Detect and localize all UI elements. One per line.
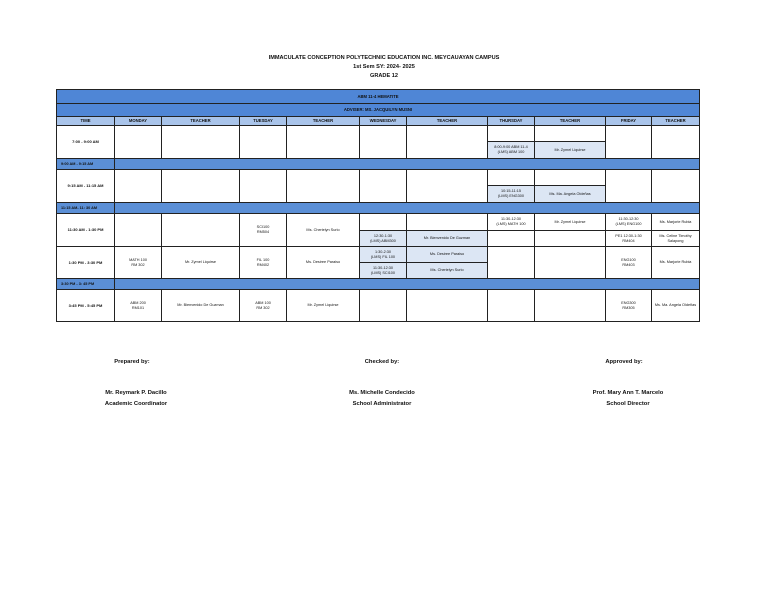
class-line: (LMS) ENG300 [498,194,524,198]
class-line: (LMS) ABM 100 [497,150,525,154]
class-line: 11:30-12:30 [373,265,393,270]
break-time: 9:00 AM - 9:15 AM [57,159,115,170]
semester: 1st Sem SY: 2024- 2025 [353,64,415,70]
teacher-cell: Ms. Cherielyn Surio [407,263,488,279]
break-row [57,279,700,290]
class-cell [115,290,162,322]
break-row [57,159,700,170]
class-line: 11:30-12:30 [501,217,521,221]
class-line: ENG100 [621,257,636,262]
class-cell [488,214,535,231]
class-cell [606,231,652,247]
teacher-cell: Mr. Zymel Liquirse [287,290,360,322]
col-wednesday: WEDNESDAY [360,117,407,126]
class-line: 12:30-1:30 [373,233,393,238]
teacher-cell: Mr. Bienvenido De Guzman [162,290,240,322]
column-header-row [57,117,700,126]
class-line: (LMS) ENG100 [615,222,642,226]
class-cell [606,290,652,322]
time-slot: 3:45 PM - 5:45 PM [57,290,115,322]
col-teacher: TEACHER [162,117,240,126]
class-line: (LMS) ABM300 [370,238,396,243]
class-line: (LMS) SCI100 [370,270,396,275]
class-line: 8:00-9:00 ABM 11-4 [494,145,528,149]
approved-label: Approved by: [605,359,643,365]
break-time: 3:30 PM - 3: 45 PM [57,279,115,290]
col-monday: MONDAY [115,117,162,126]
col-time: TIME [57,117,115,126]
class-cell [360,263,407,279]
teacher-cell: Ms. Ma. Angela Oldeñas [652,290,700,322]
class-line: RM404 [622,238,635,243]
class-cell [240,247,287,279]
class-cell [115,247,162,279]
col-friday: FRIDAY [606,117,652,126]
col-teacher: TEACHER [535,117,606,126]
adviser-label: ADVISER: MS. JACQUILYN MUSNI [57,104,700,117]
class-line: RM305 [622,305,635,310]
col-teacher: TEACHER [652,117,700,126]
class-cell [606,214,652,231]
teacher-cell: Mr. Zymel Liquirse [535,214,606,231]
class-line: ENG300 [621,300,636,305]
class-cell [488,186,535,203]
class-line: RM101 [131,305,145,310]
time-row [57,290,700,322]
class-line: 10:15-11:15 [501,189,521,193]
col-teacher: TEACHER [407,117,488,126]
prepared-name: Mr. Reymark P. Dacillo [105,390,167,396]
class-line: RM402 [256,262,270,267]
break-row [57,203,700,214]
class-line: RM 302 [131,262,145,267]
class-cell [488,142,535,159]
class-cell [360,231,407,247]
teacher-cell: Ms. Celine Timothy Salapong [652,231,700,247]
approved-name: Prof. Mary Ann T. Marcelo [592,390,664,396]
teacher-cell: Mr. Zymel Liquirse [162,247,240,279]
approved-title: School Director [606,401,650,407]
checked-label: Checked by: [364,359,400,365]
teacher-cell: Ms. Ma. Angela Oldeñas [535,186,606,203]
teacher-cell: Ms. Marjorie Rubia [652,247,700,279]
teacher-cell: Ms. Desiree Paraiso [287,247,360,279]
schedule-table [56,89,700,322]
time-slot: 1:30 PM - 3:30 PM [57,247,115,279]
class-line: PE1 12:30-1:30 [615,233,642,238]
class-line: 1:30-2:30 [374,249,392,254]
class-line: RM504 [256,230,270,234]
class-cell [240,214,287,247]
class-cell [360,247,407,263]
prepared-label: Prepared by: [114,359,150,365]
time-row [57,170,700,186]
class-line: (LMS) MATH 100 [496,222,526,226]
class-line: FIL 100 [256,257,270,262]
class-line: (LMS) FIL 100 [370,254,396,259]
time-slot: 11:30 AM - 1:30 PM [57,214,115,247]
teacher-cell: Mr. Bienvenido De Guzman [407,231,488,247]
prepared-title: Academic Coordinator [104,401,168,407]
teacher-cell: Ms. Desiree Paraiso [407,247,488,263]
time-slot: 9:15 AM - 11:15 AM [57,170,115,203]
class-line: ABM 200 [130,300,146,305]
class-line: 11:30-12:30 [618,217,639,221]
checked-name: Ms. Michelle Condecido [349,390,415,396]
grade-level: GRADE 12 [370,73,398,79]
break-time: 11:15 AM- 11: 30 AM [57,203,115,214]
teacher-cell: Ms. Cherielyn Surio [287,214,360,247]
section-title: ABM 11-4 HEMATITE [57,90,700,104]
class-line: ABM 100 [255,300,271,305]
class-line: RM 302 [256,305,270,310]
time-row [57,247,700,263]
checked-title: School Administrator [352,401,412,407]
class-line: RM403 [622,262,635,267]
class-line: SCI100 [256,225,270,229]
class-line: MATH 100 [129,257,147,262]
teacher-cell: Ms. Marjorie Rubia [652,214,700,231]
time-row [57,214,700,231]
time-slot: 7:00 - 9:00 AM [57,126,115,159]
school-name: IMMACULATE CONCEPTION POLYTECHNIC EDUCATION INC. MEYCAUAYAN CAMPUS [268,55,500,61]
class-cell [240,290,287,322]
col-teacher: TEACHER [287,117,360,126]
class-cell [606,247,652,279]
col-thursday: THURSDAY [488,117,535,126]
time-row [57,126,700,142]
col-tuesday: TUESDAY [240,117,287,126]
teacher-cell: Mr. Zymel Liquirse [535,142,606,159]
